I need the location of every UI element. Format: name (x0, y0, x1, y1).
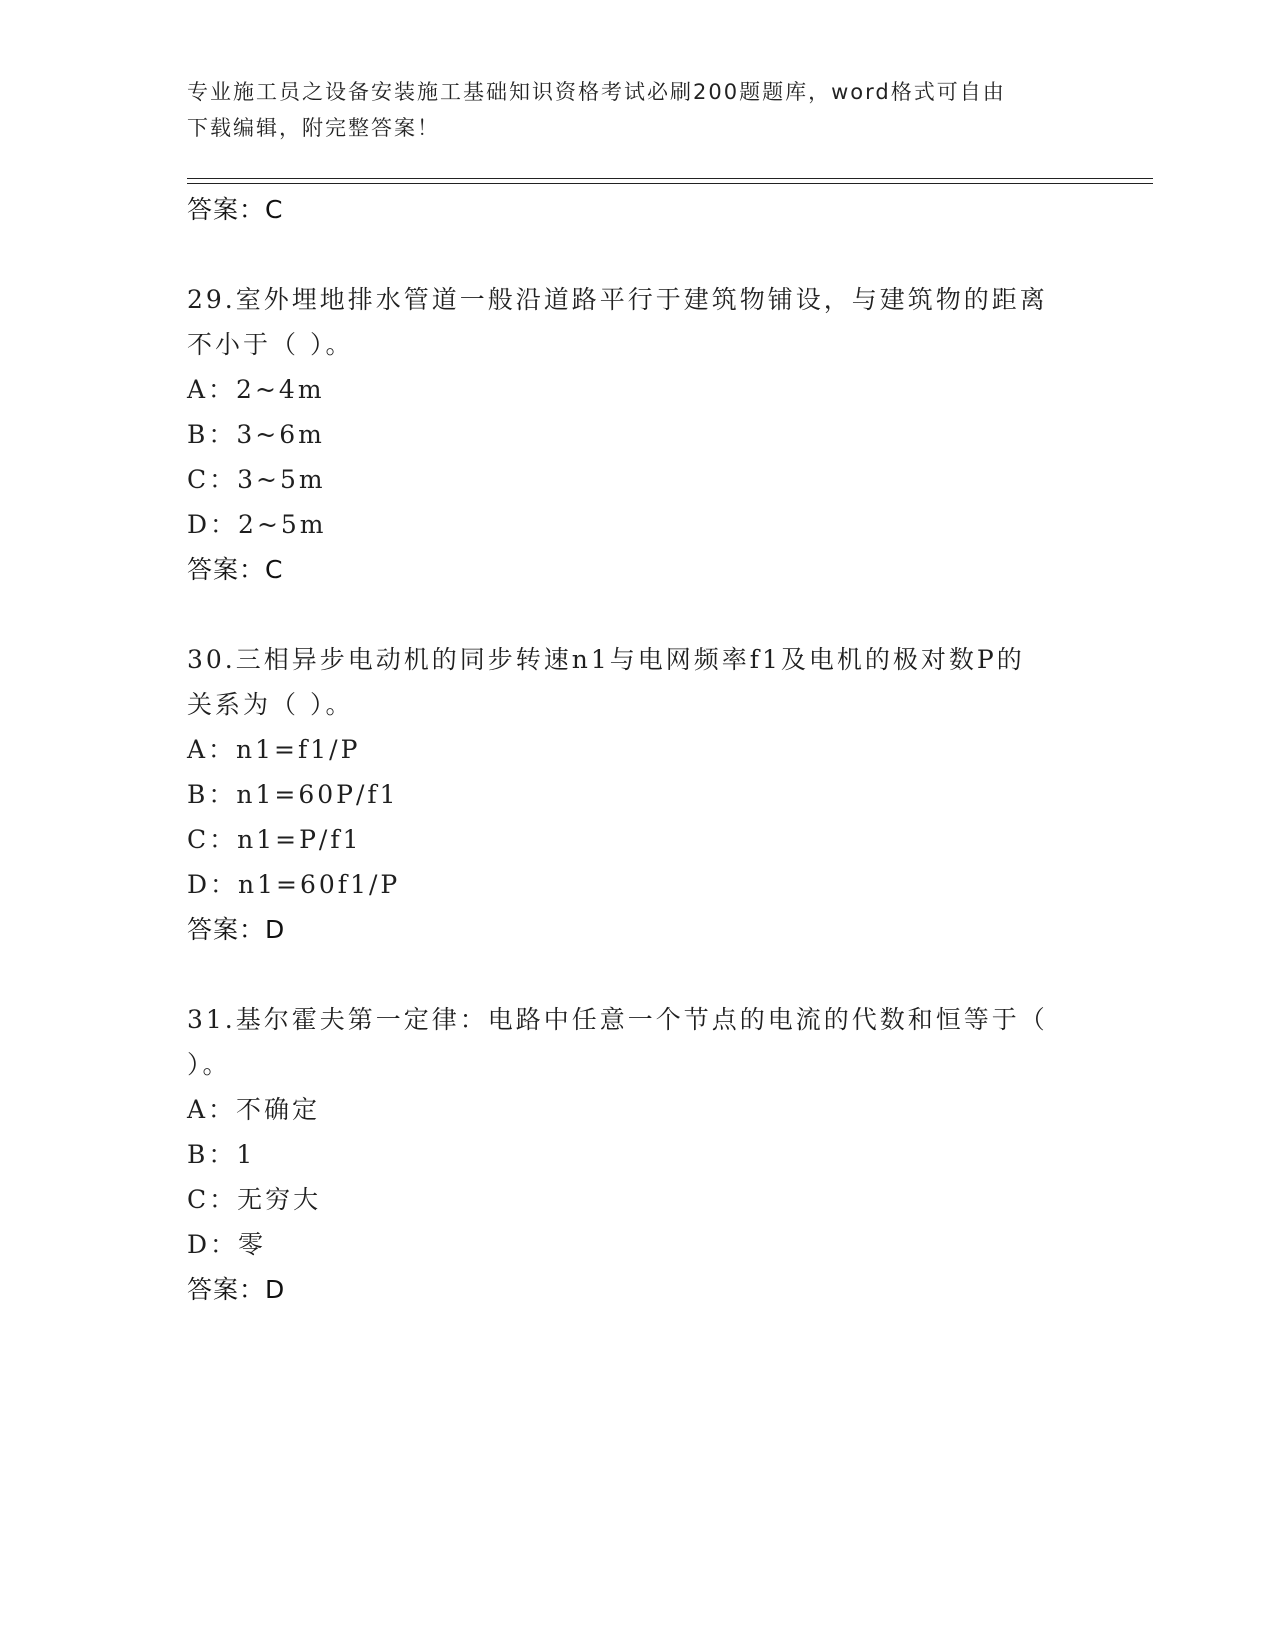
question-29-option-b: B：3~6m (187, 420, 325, 449)
question-31-option-a: A：不确定 (187, 1095, 321, 1124)
question-31-option-b: B：1 (187, 1140, 256, 1169)
header-title-line1: 专业施工员之设备安装施工基础知识资格考试必刷200题题库，word格式可自由 (187, 80, 1006, 104)
question-30-stem-line1: 30.三相异步电动机的同步转速n1与电网频率f1及电机的极对数P的 (187, 645, 1025, 674)
question-31-option-c: C：无穷大 (187, 1185, 322, 1214)
question-29-option-a: A：2~4m (187, 375, 325, 404)
question-29-stem-line1: 29.室外埋地排水管道一般沿道路平行于建筑物铺设，与建筑物的距离 (187, 285, 1048, 314)
question-29-option-c: C：3~5m (187, 465, 326, 494)
question-31-stem-line1: 31.基尔霍夫第一定律：电路中任意一个节点的电流的代数和恒等于（ (187, 1005, 1048, 1034)
question-30-option-c: C：n1=P/f1 (187, 825, 362, 854)
question-30-option-b: B：n1=60P/f1 (187, 780, 399, 809)
question-29-answer: 答案：C (187, 555, 284, 584)
document-header (187, 74, 1087, 146)
question-30-answer: 答案：D (187, 915, 286, 944)
header-title-line2: 下载编辑，附完整答案！ (187, 116, 440, 140)
previous-answer: 答案：C (187, 195, 284, 224)
question-30-option-a: A：n1=f1/P (187, 735, 361, 764)
question-31-stem-line2: ）。 (187, 1050, 231, 1079)
question-30-option-d: D：n1=60f1/P (187, 870, 401, 899)
question-31-option-d: D：零 (187, 1230, 267, 1259)
question-29-option-d: D：2~5m (187, 510, 327, 539)
header-divider-top (187, 178, 1153, 179)
header-divider-bottom (187, 183, 1153, 184)
question-31-answer: 答案：D (187, 1275, 286, 1304)
question-30-stem-line2: 关系为（ ）。 (187, 690, 354, 719)
question-29-stem-line2: 不小于（ ）。 (187, 330, 354, 359)
